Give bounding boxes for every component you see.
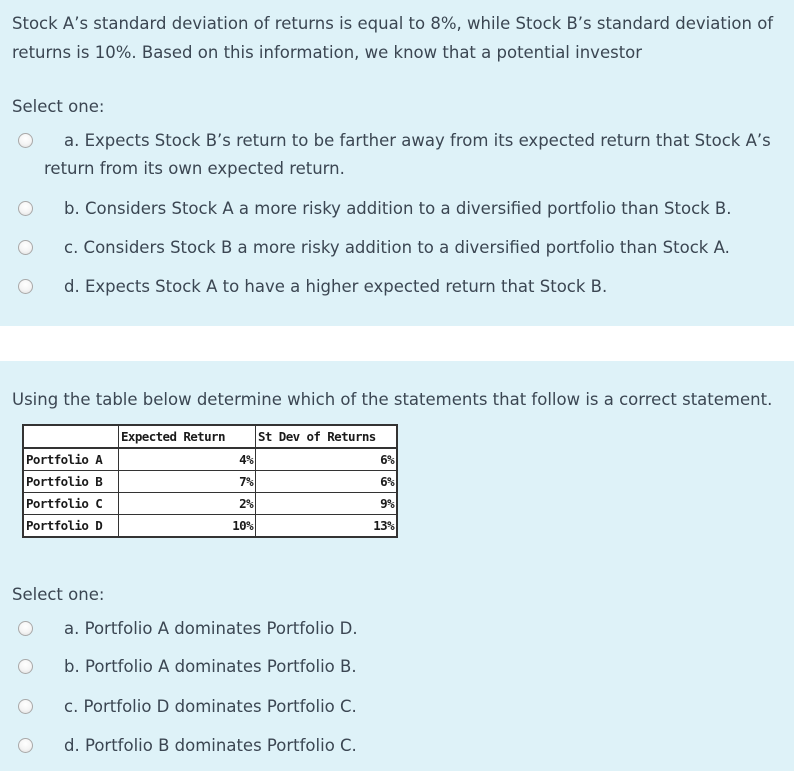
radio-button[interactable]	[18, 699, 33, 714]
question-1-box	[0, 0, 794, 326]
question-1-option-a[interactable]	[18, 127, 778, 183]
table-cell: 2%	[119, 493, 256, 515]
table-cell: 4%	[119, 448, 256, 471]
question-1-select-prompt: Select one:	[12, 97, 105, 116]
table-header-row	[23, 425, 397, 448]
radio-button[interactable]	[18, 738, 33, 753]
question-2-box	[0, 361, 794, 771]
radio-button[interactable]	[18, 659, 33, 674]
option-label[interactable]: a. Expects Stock B’s return to be farther away from its expected return that Stock A’s return from its own expected return.	[44, 131, 771, 178]
table-cell: Portfolio C	[23, 493, 119, 515]
option-label[interactable]: b. Considers Stock A a more risky addition to a diversified portfolio than Stock B.	[64, 199, 732, 218]
question-2-option-a[interactable]	[18, 615, 778, 643]
radio-button[interactable]	[18, 240, 33, 255]
table-cell: 6%	[256, 448, 398, 471]
radio-button[interactable]	[18, 279, 33, 294]
table-cell: Portfolio B	[23, 471, 119, 493]
option-label[interactable]: d. Portfolio B dominates Portfolio C.	[64, 736, 357, 755]
question-1-text: Stock A’s standard deviation of returns is equal to 8%, while Stock B’s standard deviation of returns is 10%. Based on this information, we know that a potential investor	[12, 14, 774, 62]
option-label[interactable]: c. Portfolio D dominates Portfolio C.	[64, 697, 357, 716]
radio-button[interactable]	[18, 201, 33, 216]
table-cell: 7%	[119, 471, 256, 493]
question-2-option-d[interactable]	[18, 732, 778, 760]
question-2-select-prompt: Select one:	[12, 585, 105, 604]
radio-button[interactable]	[18, 133, 33, 148]
table-cell: 13%	[256, 515, 398, 538]
option-label[interactable]: a. Portfolio A dominates Portfolio D.	[64, 619, 358, 638]
table-cell: Portfolio D	[23, 515, 119, 538]
table-row	[23, 515, 397, 538]
table-row	[23, 448, 397, 471]
question-1-option-d[interactable]	[18, 273, 778, 301]
option-label[interactable]: b. Portfolio A dominates Portfolio B.	[64, 657, 357, 676]
table-cell: 10%	[119, 515, 256, 538]
table-header-cell: Expected Return	[119, 425, 256, 448]
table-row	[23, 471, 397, 493]
table-cell: 9%	[256, 493, 398, 515]
table-header-cell: St Dev of Returns	[256, 425, 398, 448]
table-cell: Portfolio A	[23, 448, 119, 471]
table-row	[23, 493, 397, 515]
question-2-text: Using the table below determine which of the statements that follow is a correct statement.	[12, 390, 773, 409]
question-1-option-c[interactable]	[18, 234, 778, 262]
question-1-option-b[interactable]	[18, 195, 778, 223]
question-2-option-b[interactable]	[18, 653, 778, 681]
portfolio-table	[22, 424, 398, 538]
table-cell: 6%	[256, 471, 398, 493]
question-2-option-c[interactable]	[18, 693, 778, 721]
table-header-cell	[23, 425, 119, 448]
option-label[interactable]: c. Considers Stock B a more risky addition to a diversified portfolio than Stock A.	[64, 238, 730, 257]
radio-button[interactable]	[18, 621, 33, 636]
option-label[interactable]: d. Expects Stock A to have a higher expected return that Stock B.	[64, 277, 608, 296]
